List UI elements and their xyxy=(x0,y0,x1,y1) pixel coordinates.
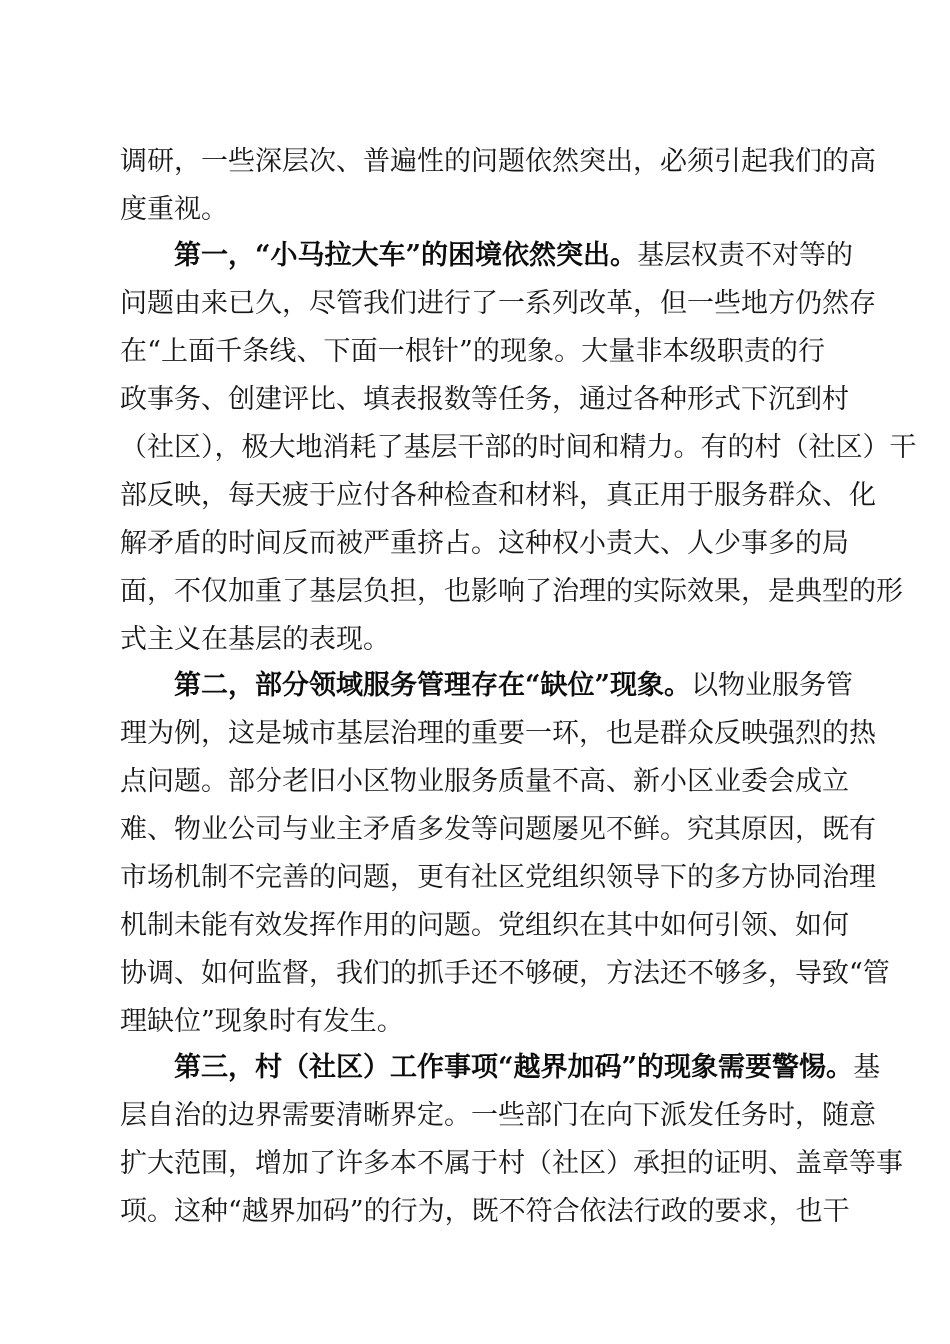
paragraph-1-line: 部反映，每天疲于应付各种检查和材料，真正用于服务群众、化 xyxy=(120,480,876,511)
paragraph-1-line: （社区），极大地消耗了基层干部的时间和精力。有的村（社区）干 xyxy=(120,432,917,463)
paragraph-1-line: 在“上面千条线、下面一根针”的现象。大量非本级职责的行 xyxy=(120,336,825,367)
paragraph-1-line: 政事务、创建评比、填表报数等任务，通过各种形式下沉到村 xyxy=(120,384,849,415)
paragraph-3-line: 扩大范围，增加了许多本不属于村（社区）承担的证明、盖章等事 xyxy=(120,1148,903,1179)
paragraph-2-first-line-rest: 以物业服务管 xyxy=(691,670,854,701)
intro-line-2: 度重视。 xyxy=(120,194,228,225)
paragraph-2-line: 难、物业公司与业主矛盾多发等问题屡见不鲜。究其原因，既有 xyxy=(120,814,876,845)
paragraph-1-line: 问题由来已久，尽管我们进行了一系列改革，但一些地方仍然存 xyxy=(120,288,876,319)
intro-line-1: 调研，一些深层次、普遍性的问题依然突出，必须引起我们的高 xyxy=(120,146,876,177)
paragraph-3-heading: 第三，村（社区）工作事项“越界加码”的现象需要警惕。 xyxy=(174,1052,854,1083)
paragraph-2-line: 点问题。部分老旧小区物业服务质量不高、新小区业委会成立 xyxy=(120,766,849,797)
paragraph-3-line: 项。这种“越界加码”的行为，既不符合依法行政的要求，也干 xyxy=(120,1196,850,1227)
paragraph-3-first-line-rest: 基 xyxy=(853,1052,881,1083)
paragraph-1-line: 面，不仅加重了基层负担，也影响了治理的实际效果，是典型的形 xyxy=(120,576,903,607)
paragraph-2-line: 市场机制不完善的问题，更有社区党组织领导下的多方协同治理 xyxy=(120,862,876,893)
paragraph-1-first-line-rest: 基层权责不对等的 xyxy=(637,240,854,271)
paragraph-1-line: 解矛盾的时间反而被严重挤占。这种权小责大、人少事多的局 xyxy=(120,528,849,559)
paragraph-2-line: 机制未能有效发挥作用的问题。党组织在其中如何引领、如何 xyxy=(120,910,849,941)
paragraph-1-first-line xyxy=(174,236,854,276)
paragraph-2-line: 协调、如何监督，我们的抓手还不够硬，方法还不够多，导致“管 xyxy=(120,958,890,989)
paragraph-3-first-line xyxy=(174,1048,881,1088)
paragraph-2-line: 理为例，这是城市基层治理的重要一环，也是群众反映强烈的热 xyxy=(120,718,876,749)
paragraph-1-heading: 第一，“小马拉大车”的困境依然突出。 xyxy=(174,240,638,271)
paragraph-1-line: 式主义在基层的表现。 xyxy=(120,624,390,655)
paragraph-3-line: 层自治的边界需要清晰界定。一些部门在向下派发任务时，随意 xyxy=(120,1100,876,1131)
paragraph-2-first-line xyxy=(174,666,854,706)
paragraph-2-heading: 第二，部分领域服务管理存在“缺位”现象。 xyxy=(174,670,692,701)
paragraph-2-line: 理缺位”现象时有发生。 xyxy=(120,1006,404,1037)
